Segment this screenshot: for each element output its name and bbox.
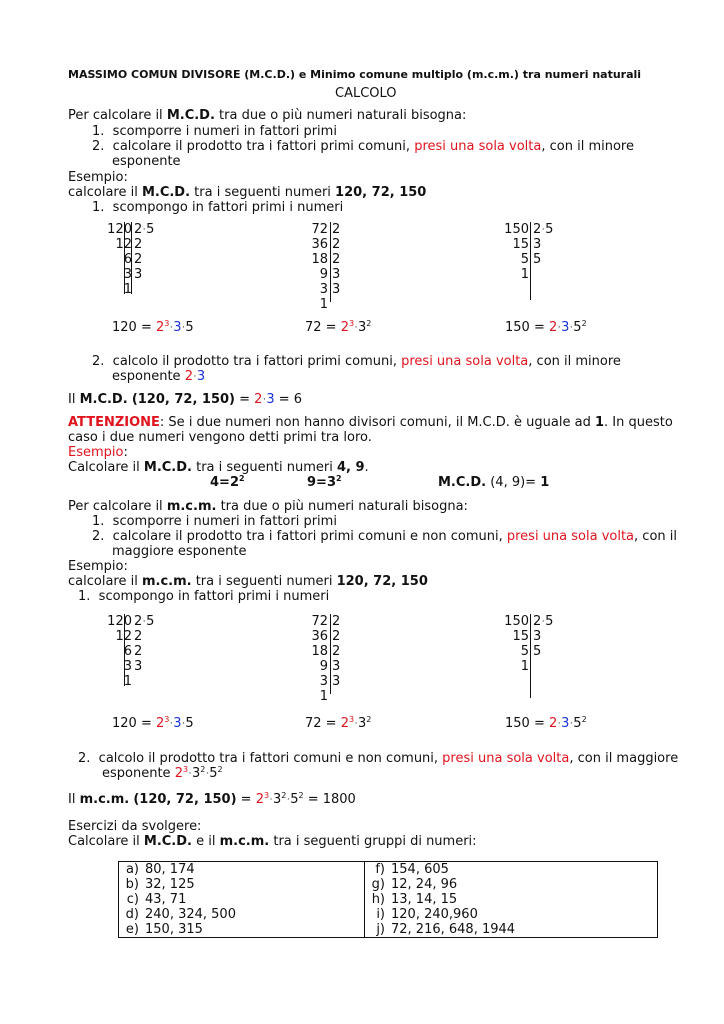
eq-72: $72 = 2^3\cdot 3^2$: [305, 319, 372, 335]
exercises-task: Calcolare il M.C.D. e il m.c.m. tra i seguenti gruppi di numeri:: [68, 834, 477, 849]
mcd-sub-2: 2. calcolo il prodotto tra i fattori primi comuni, presi una sola volta, con il minore: [92, 354, 621, 369]
exercises-heading: Esercizi da svolgere:: [68, 819, 202, 834]
mcm-calc: calcolare il m.c.m. tra i seguenti numeri 120, 72, 150: [68, 574, 428, 589]
mcm-step-2-cont: maggiore esponente: [112, 544, 247, 559]
eq-120-b: $120 = 2^3\cdot 3\cdot 5$: [112, 715, 194, 731]
exercise-item: j) 72, 216, 648, 1944: [376, 922, 516, 937]
factor-divider: [131, 222, 132, 294]
mcm-result: Il m.c.m. (120, 72, $150) = 2^3\cdot 3^2\cdot 5^2 = 1800$: [68, 791, 356, 807]
exercise-item: c) 43, 71: [126, 892, 187, 907]
mcd-step-2: 2. calcolare il prodotto tra i fattori primi comuni, presi una sola volta, con il minore: [92, 139, 634, 154]
factor-divider-150: [530, 222, 531, 300]
attenzione-note-cont: caso i due numeri vengono detti primi tra loro.: [68, 430, 372, 445]
mcm-esempio: Esempio:: [68, 559, 128, 574]
mcd-intro: Per calcolare il M.C.D. tra due o più numeri naturali bisogna:: [68, 108, 467, 123]
mcd-calc: calcolare il M.C.D. tra i seguenti numeri 120, 72, 150: [68, 185, 427, 200]
eq-150-b: $150 = 2\cdot 3\cdot 5^2$: [505, 715, 587, 731]
exercises-left-column: [119, 862, 365, 938]
exercise-item: b) 32, 125: [125, 877, 195, 892]
example-2-nine: $9=3^2$: [307, 474, 342, 490]
exercises-right-column: [365, 862, 658, 938]
mcd-step-2-cont: esponente: [112, 154, 181, 169]
factor-divider-72-b: [330, 614, 331, 694]
mcd-esempio: Esempio:: [68, 170, 128, 185]
eq-72-b: $72 = 2^3\cdot 3^2$: [305, 715, 372, 731]
mcd-step-1: 1. scomporre i numeri in fattori primi: [92, 124, 337, 139]
eq-120: $120 = 2^3\cdot 3\cdot 5$: [112, 319, 194, 335]
mcm-sub-1: 1. scompongo in fattori primi i numeri: [78, 589, 330, 604]
exercise-item: i) 120, 240,960: [376, 907, 478, 922]
exercise-item: g) 12, 24, 96: [371, 877, 458, 892]
page-subtitle: CALCOLO: [335, 86, 397, 101]
mcm-intro: Per calcolare il m.c.m. tra due o più numeri naturali bisogna:: [68, 499, 468, 514]
mcd-sub-2-cont: esponente 2·3: [112, 369, 206, 384]
esempio-2: Esempio:: [68, 445, 128, 460]
exercise-item: e) 150, 315: [125, 922, 203, 937]
eq-150: $150 = 2\cdot 3\cdot 5^2$: [505, 319, 587, 335]
mcd-sub-1: 1. scompongo in fattori primi i numeri: [92, 200, 344, 215]
example-2-four: $4=2^2$: [210, 474, 245, 490]
example-2-result: M.C.D. (4, 9)= 1: [438, 475, 550, 490]
factor-divider-72: [330, 222, 331, 302]
exercise-item: d) 240, 324, 500: [125, 907, 236, 922]
example-2-calc: Calcolare il M.C.D. tra i seguenti numeri 4, 9.: [68, 460, 369, 475]
page-title: MASSIMO COMUN DIVISORE (M.C.D.) e Minimo comune multiplo (m.c.m.) tra numeri naturali: [68, 68, 642, 81]
mcm-step-1: 1. scomporre i numeri in fattori primi: [92, 514, 337, 529]
attenzione-note: ATTENZIONE: Se i due numeri non hanno divisori comuni, il M.C.D. è uguale ad 1. In questo: [68, 415, 673, 430]
factor-divider-150-b: [530, 614, 531, 698]
mcm-step-2: 2. calcolare il prodotto tra i fattori primi comuni e non comuni, presi una sola volta, con il: [92, 529, 677, 544]
exercise-item: a) 80, 174: [125, 862, 195, 877]
exercise-item: h) 13, 14, 15: [371, 892, 458, 907]
mcm-sub-2-cont: esponente $2^3\cdot 3^2\cdot 5^2$: [102, 765, 223, 781]
exercises-table: [118, 861, 658, 938]
factor-divider-120-b: [124, 614, 125, 686]
mcd-result: Il M.C.D. (120, 72, 150) = 2·3 = 6: [68, 392, 303, 407]
exercise-item: f) 154, 605: [375, 862, 449, 877]
factor-divider-120: [124, 222, 125, 294]
mcm-sub-2: 2. calcolo il prodotto tra i fattori comuni e non comuni, presi una sola volta, con il maggiore: [78, 751, 679, 766]
